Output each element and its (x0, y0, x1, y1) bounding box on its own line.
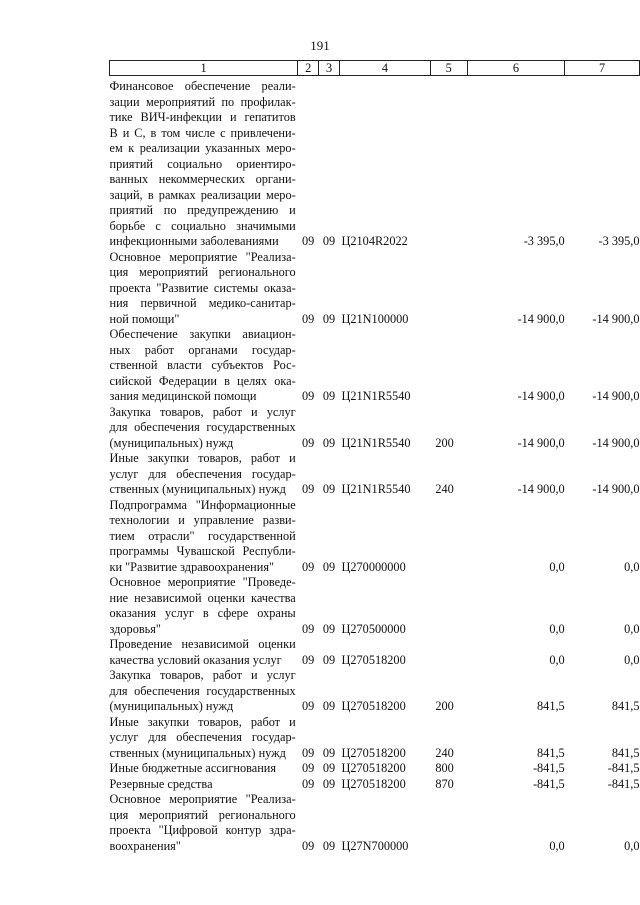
row-name-line: воохранения" (109, 838, 181, 853)
row-name (110, 575, 298, 637)
section-code: 09 (301, 311, 315, 326)
page-number: 191 (310, 38, 330, 53)
row-name (110, 76, 298, 250)
col-header-3: 3 (319, 61, 340, 76)
row-name-line: программы Чувашской Республи- (109, 544, 296, 558)
expense-type-code: 200 (435, 435, 454, 450)
expense-type-code (430, 498, 467, 576)
row-name (110, 668, 298, 715)
row-name-line: ственной власти субъектов Рос- (109, 358, 296, 372)
amount-year-1: -3 395,0 (523, 234, 565, 248)
row-name-line: проекта "Цифровой контур здра- (109, 823, 296, 837)
row-name-line: услуг для обеспечения государ- (109, 730, 296, 744)
table-row (110, 715, 640, 762)
row-name (110, 405, 298, 452)
table-row (110, 405, 640, 452)
row-name-line: приятий по предупреждению и (109, 203, 296, 217)
row-name-line: инфекционными заболеваниями (109, 234, 279, 248)
row-name-line: сийской Федерации в целях ока- (109, 373, 296, 388)
row-name-line: Проведение независимой оценки (109, 637, 296, 651)
row-name-line: ки "Развитие здравоохранения" (109, 559, 275, 574)
expense-type-code: 200 (435, 699, 454, 713)
section-code: 09 (301, 838, 315, 853)
col-header-1: 1 (110, 61, 298, 76)
row-name-line: приятий социально ориентиро- (109, 156, 296, 171)
amount-year-2: 841,5 (611, 699, 640, 713)
table-body (110, 76, 640, 855)
target-article-code: Ц21N100000 (341, 311, 409, 326)
amount-year-1: -14 900,0 (517, 311, 565, 326)
row-name-line: ных работ органами государ- (109, 342, 296, 357)
section-code: 09 (301, 745, 315, 760)
table-row (110, 498, 640, 576)
row-name (110, 792, 298, 854)
expense-type-code (430, 637, 467, 668)
amount-year-1: 841,5 (537, 745, 565, 760)
row-name-line: ванных некоммерческих органи- (109, 172, 296, 186)
amount-year-2: 0,0 (624, 559, 640, 574)
row-name-line: ция мероприятий регионального (109, 807, 296, 822)
target-article-code: Ц270518200 (341, 776, 406, 791)
target-article-code: Ц21N1R5540 (341, 482, 411, 496)
col-header-7: 7 (565, 61, 640, 76)
row-name (110, 498, 298, 576)
table-row (110, 792, 640, 854)
row-name-line: ние независимой оценки качества (109, 590, 296, 605)
row-name-line: ния первичной медико-санитар- (109, 296, 296, 310)
table-row (110, 761, 640, 777)
table-row (110, 777, 640, 793)
table-row (110, 637, 640, 668)
expense-type-code: 240 (435, 482, 454, 496)
target-article-code: Ц270000000 (341, 559, 406, 574)
section-code: 09 (301, 234, 315, 248)
table-row (110, 250, 640, 328)
col-header-4: 4 (340, 61, 431, 76)
expense-type-code (430, 250, 467, 328)
table-row (110, 668, 640, 715)
amount-year-1: 0,0 (549, 838, 565, 853)
subsection-code: 09 (322, 652, 336, 667)
expense-type-code (430, 327, 467, 405)
expense-type-code: 870 (435, 776, 454, 791)
row-name-line: здоровья" (109, 621, 161, 636)
subsection-code: 09 (322, 838, 336, 853)
amount-year-1: -14 900,0 (517, 482, 565, 496)
row-name (110, 327, 298, 405)
amount-year-2: -3 395,0 (598, 234, 640, 248)
row-name (110, 777, 298, 793)
amount-year-1: 841,5 (537, 699, 565, 713)
expense-type-code: 240 (435, 745, 454, 760)
subsection-code: 09 (322, 234, 336, 248)
row-name (110, 250, 298, 328)
amount-year-1: 0,0 (549, 621, 565, 636)
row-name-line: зания медицинской помощи (109, 389, 257, 403)
row-name-line: услуг для обеспечения государ- (109, 466, 296, 481)
amount-year-2: 0,0 (624, 652, 640, 667)
expense-type-code (430, 76, 467, 250)
amount-year-1: 0,0 (549, 559, 565, 574)
subsection-code: 09 (322, 761, 336, 775)
section-code: 09 (301, 621, 315, 636)
row-name-line: Финансовое обеспечение реали- (109, 79, 296, 93)
section-code: 09 (301, 761, 315, 775)
row-name (110, 637, 298, 668)
row-name-line: ной помощи" (109, 311, 180, 326)
budget-table (109, 60, 640, 854)
row-name (110, 451, 298, 498)
target-article-code: Ц270518200 (341, 699, 406, 713)
row-name-line: тике ВИЧ-инфекции и гепатитов (109, 110, 296, 124)
subsection-code: 09 (322, 776, 336, 791)
row-name-line: В и С, в том числе с привлечени- (109, 125, 296, 140)
amount-year-2: -14 900,0 (592, 389, 640, 403)
row-name-line: для обеспечения государственных (109, 683, 296, 698)
row-name-line: зации мероприятий по профилак- (109, 94, 296, 109)
target-article-code: Ц27N700000 (341, 838, 409, 853)
section-code: 09 (301, 776, 315, 791)
subsection-code: 09 (322, 559, 336, 574)
row-name-line: Основное мероприятие "Реализа- (109, 249, 296, 264)
amount-year-2: 0,0 (624, 621, 640, 636)
target-article-code: Ц21N1R5540 (341, 435, 411, 450)
section-code: 09 (301, 652, 315, 667)
row-name-line: борьбе с социально значимыми (109, 218, 296, 233)
row-name-line: ция мероприятий регионального (109, 265, 296, 279)
amount-year-2: 841,5 (611, 745, 640, 760)
row-name-line: Резервные средства (109, 776, 213, 791)
table-row (110, 575, 640, 637)
target-article-code: Ц270518200 (341, 761, 406, 775)
amount-year-2: -14 900,0 (592, 482, 640, 496)
row-name-line: для обеспечения государственных (109, 420, 296, 434)
row-name-line: ственных (муниципальных) нужд (109, 745, 286, 760)
section-code: 09 (301, 482, 315, 496)
row-name-line: качества условий оказания услуг (109, 652, 282, 667)
col-header-6: 6 (467, 61, 565, 76)
col-header-5: 5 (430, 61, 467, 76)
row-name-line: (муниципальных) нужд (109, 699, 234, 713)
target-article-code: Ц270500000 (341, 621, 406, 636)
subsection-code: 09 (322, 699, 336, 713)
target-article-code: Ц2104R2022 (341, 234, 408, 248)
row-name-line: оказания услуг в сфере охраны (109, 606, 296, 620)
row-name-line: Подпрограмма "Информационные (109, 497, 296, 512)
amount-year-1: -841,5 (532, 776, 565, 791)
row-name-line: (муниципальных) нужд (109, 435, 234, 450)
subsection-code: 09 (322, 311, 336, 326)
row-name-line: Закупка товаров, работ и услуг (109, 668, 296, 682)
amount-year-2: -841,5 (607, 776, 640, 791)
col-header-2: 2 (298, 61, 319, 76)
section-code: 09 (301, 389, 315, 403)
row-name-line: Иные закупки товаров, работ и (109, 451, 296, 465)
table-row (110, 451, 640, 498)
row-name-line: Основное мероприятие "Проведе- (109, 575, 296, 589)
subsection-code: 09 (322, 435, 336, 450)
row-name (110, 715, 298, 762)
amount-year-2: 0,0 (624, 838, 640, 853)
subsection-code: 09 (322, 389, 336, 403)
row-name-line: тием отрасли" государственной (109, 528, 296, 543)
expense-type-code (430, 575, 467, 637)
row-name-line: ем к реализации указанных меро- (109, 141, 296, 155)
target-article-code: Ц270518200 (341, 652, 406, 667)
target-article-code: Ц270518200 (341, 745, 406, 760)
amount-year-1: -841,5 (532, 761, 565, 775)
table-row (110, 327, 640, 405)
expense-type-code: 800 (435, 761, 454, 775)
amount-year-1: 0,0 (549, 652, 565, 667)
row-name-line: проекта "Развитие системы оказа- (109, 280, 296, 295)
row-name-line: Закупка товаров, работ и услуг (109, 404, 296, 419)
section-code: 09 (301, 699, 315, 713)
row-name-line: Иные закупки товаров, работ и (109, 714, 296, 729)
section-code: 09 (301, 559, 315, 574)
amount-year-2: -14 900,0 (592, 435, 640, 450)
row-name-line: Основное мероприятие "Реализа- (109, 792, 296, 806)
table-row (110, 76, 640, 250)
subsection-code: 09 (322, 482, 336, 496)
section-code: 09 (301, 435, 315, 450)
amount-year-2: -841,5 (607, 761, 640, 775)
amount-year-1: -14 900,0 (517, 435, 565, 450)
target-article-code: Ц21N1R5540 (341, 389, 411, 403)
subsection-code: 09 (322, 745, 336, 760)
amount-year-1: -14 900,0 (517, 389, 565, 403)
row-name-line: заций, в рамках реализации меро- (109, 187, 296, 202)
header-row (110, 61, 640, 76)
row-name-line: Обеспечение закупки авиацион- (109, 327, 296, 341)
row-name-line: Иные бюджетные ассигнования (109, 761, 277, 775)
row-name-line: технологии и управление разви- (109, 513, 296, 527)
expense-type-code (430, 792, 467, 854)
row-name (110, 761, 298, 777)
subsection-code: 09 (322, 621, 336, 636)
row-name-line: ственных (муниципальных) нужд (109, 482, 286, 496)
amount-year-2: -14 900,0 (592, 311, 640, 326)
